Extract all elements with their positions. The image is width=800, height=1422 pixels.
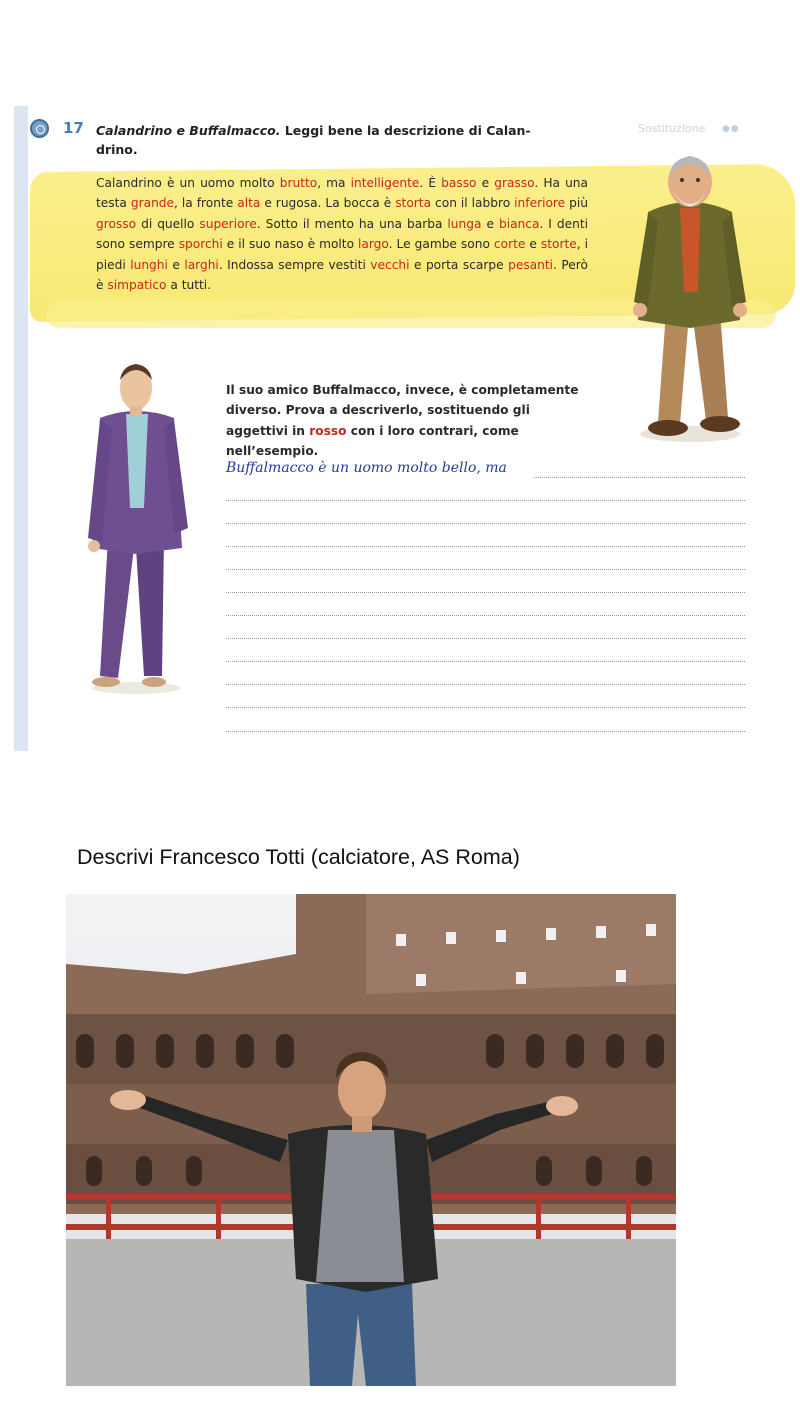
text-run: . I denti sono sempre [96, 216, 589, 252]
text-run: Calandrino è un uomo molto [96, 176, 280, 190]
exercise-title [96, 121, 536, 159]
exercise-badge-icon [30, 119, 49, 138]
exercise-title-italic: Calandrino e Buffalmacco. [96, 123, 281, 138]
text-run: e [481, 216, 499, 231]
buffalmacco-illustration [78, 358, 196, 698]
totti-colosseum-photo [66, 894, 676, 1386]
text-run: e [167, 257, 185, 272]
calandrino-illustration [628, 152, 753, 447]
red-adjective: sporchi [178, 237, 223, 252]
answer-line[interactable] [226, 615, 745, 616]
red-adjective: corte [493, 237, 526, 252]
text-run: . Ha una testa [96, 176, 588, 211]
red-adjective: largo [358, 237, 389, 252]
text-run: con il labbro [431, 196, 515, 211]
answer-line[interactable] [226, 731, 745, 732]
red-adjective: grande [130, 196, 175, 211]
text-run: e il suo naso è molto [222, 237, 359, 252]
section-heading: Descrivi Francesco Totti (calciatore, AS Roma) [77, 845, 520, 869]
text-run: a tutti. [166, 278, 212, 293]
red-adjective: brutto [279, 176, 318, 190]
text-run: . È [419, 176, 442, 190]
calandrino-description [96, 173, 588, 295]
answer-line[interactable] [226, 500, 745, 501]
answer-line[interactable] [226, 707, 745, 708]
answer-line[interactable] [226, 523, 745, 524]
red-adjective: alta [237, 196, 261, 211]
text-run: , i piedi [96, 237, 588, 272]
red-adjective: pesanti [508, 257, 554, 272]
text-run: , ma [317, 176, 351, 190]
answer-line[interactable] [226, 661, 745, 662]
red-adjective: basso [441, 176, 477, 190]
buffalmacco-instructions [226, 380, 588, 462]
red-adjective: simpatico [107, 278, 167, 293]
red-adjective: lunghi [130, 257, 168, 272]
text-run: , la fronte [174, 196, 238, 211]
red-adjective: superiore [199, 216, 257, 231]
text-run: e [525, 237, 541, 252]
red-adjective: grosso [96, 216, 137, 231]
red-adjective: lunga [447, 216, 482, 231]
text-run: . Indossa sempre vestiti [218, 257, 371, 272]
text-run: . Sotto il mento ha una barba [256, 216, 448, 231]
answer-line[interactable] [226, 592, 745, 593]
text-run: e porta scarpe [409, 257, 509, 272]
page-margin-strip [14, 106, 28, 751]
text-run: con i loro contrari, come nell’esempio. [226, 423, 519, 459]
red-adjective: larghi [184, 257, 219, 272]
text-run: più [565, 196, 589, 211]
red-adjective: storte [540, 237, 577, 252]
text-run: Il suo amico Buffalmacco, invece, è completamente diverso. Prova a descriverlo, sostituendo gli aggettivi in [226, 383, 579, 438]
exercise-number: 17 [63, 119, 84, 137]
answer-line-1-rest[interactable] [534, 477, 745, 478]
red-adjective: storta [395, 196, 432, 211]
red-adjective: grasso [494, 176, 535, 190]
handwritten-answer: Buffalmacco è un uomo molto bello, ma [226, 460, 507, 476]
text-run: di quello [136, 216, 200, 231]
difficulty-dots: ●● [722, 124, 740, 134]
red-adjective: intelligente [350, 176, 420, 190]
text-run: . Però è [96, 257, 588, 293]
red-adjective: rosso [309, 423, 347, 438]
exercise-category: Sostituzione [638, 122, 706, 135]
text-run: e [476, 176, 495, 190]
answer-line[interactable] [226, 546, 745, 547]
text-run: e rugosa. La bocca è [260, 196, 396, 211]
text-run: . Le gambe sono [388, 237, 494, 252]
red-adjective: vecchi [370, 257, 410, 272]
red-adjective: inferiore [514, 196, 566, 211]
answer-line[interactable] [226, 569, 745, 570]
answer-line[interactable] [226, 638, 745, 639]
red-adjective: bianca [498, 216, 540, 231]
answer-line[interactable] [226, 684, 745, 685]
exercise-title-rest: Leggi bene la descrizione di Calan-drino. [96, 123, 531, 157]
